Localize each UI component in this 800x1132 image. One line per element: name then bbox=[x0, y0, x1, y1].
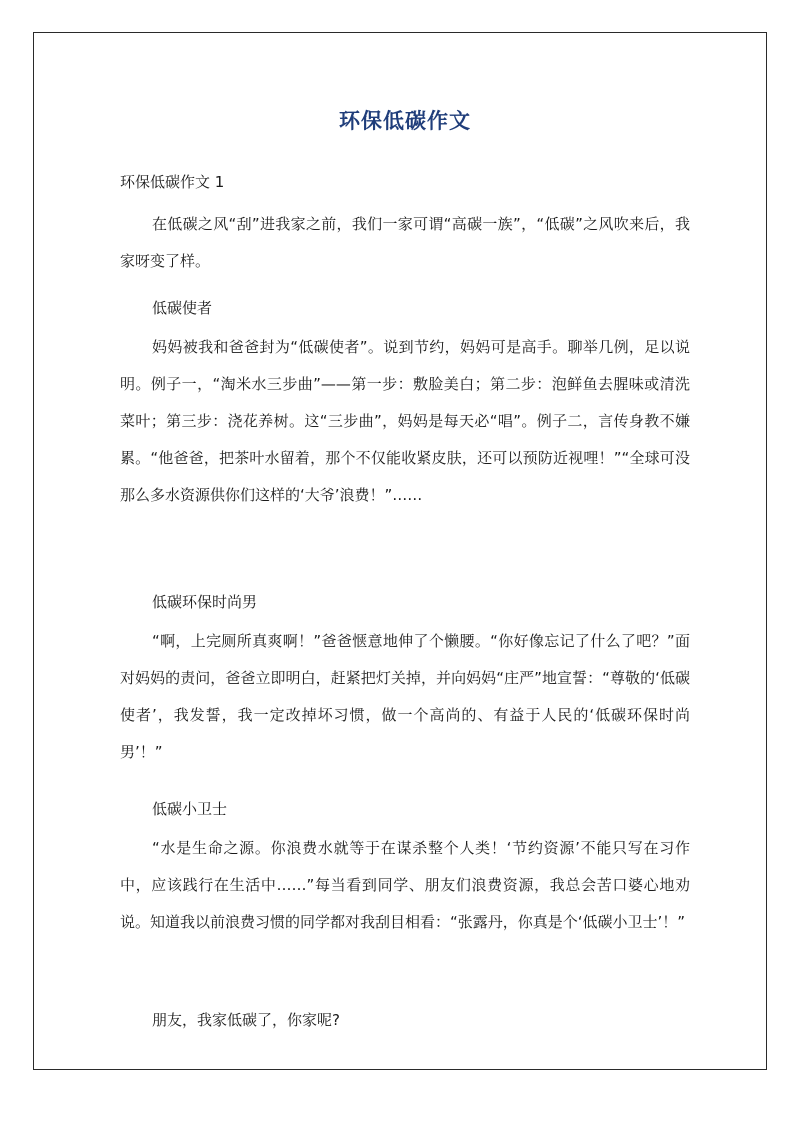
section-heading-eco-fashion-man: 低碳环保时尚男 bbox=[152, 593, 258, 611]
paragraph-closing: 朋友，我家低碳了，你家呢? bbox=[152, 1011, 340, 1029]
paragraph-father: “啊，上完厕所真爽啊！”爸爸惬意地伸了个懒腰。“你好像忘记了什么了吧？”面对妈妈的责问，爸爸立即明白，赶紧把灯关掉，并向妈妈“庄严”地宣誓：“尊敬的‘低碳使者’，我发誓，我一定改掉坏习惯，做一个高尚的、有益于人民的‘低碳环保时尚男’！” bbox=[120, 632, 690, 761]
section-heading-low-carbon-envoy: 低碳使者 bbox=[152, 299, 213, 317]
document-title: 环保低碳作文 bbox=[339, 109, 471, 133]
section-heading-little-guardian: 低碳小卫士 bbox=[152, 800, 228, 818]
paragraph-mother: 妈妈被我和爸爸封为“低碳使者”。说到节约，妈妈可是高手。聊举几例，足以说明。例子一，“淘米水三步曲”——第一步：敷脸美白；第二步：泡鲜鱼去腥味或清洗菜叶；第三步：浇花养树。这“三步曲”，妈妈是每天必“唱”。例子二，言传身教不嫌累。“他爸爸，把茶叶水留着，那个不仅能收紧皮肤，还可以预防近视哩！”“全球可没那么多水资源供你们这样的‘大爷’浪费！”…… bbox=[120, 338, 690, 504]
essay-subtitle: 环保低碳作文 1 bbox=[120, 173, 225, 191]
paragraph-me: “水是生命之源。你浪费水就等于在谋杀整个人类！‘节约资源’不能只写在习作中，应该践行在生活中……”每当看到同学、朋友们浪费资源，我总会苦口婆心地劝说。知道我以前浪费习惯的同学都对我刮目相看：“张露丹，你真是个‘低碳小卫士’！” bbox=[120, 839, 690, 931]
paragraph-intro: 在低碳之风“刮”进我家之前，我们一家可谓“高碳一族”，“低碳”之风吹来后，我家呀变了样。 bbox=[120, 215, 690, 270]
